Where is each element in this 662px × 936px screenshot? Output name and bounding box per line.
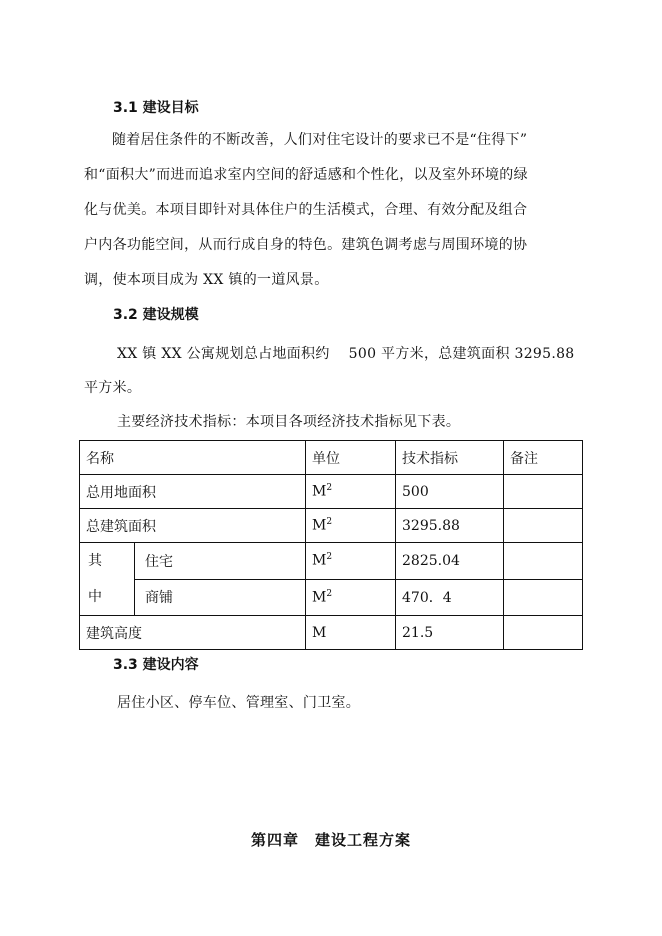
indicators-intro: 主要经济技术指标：本项目各项经济技术指标见下表。	[117, 414, 461, 430]
section-3-3-heading: 3.3 建设内容	[113, 657, 199, 673]
table-row	[80, 616, 583, 650]
cell-unit: $M^2$	[306, 579, 396, 616]
header-remark: 备注	[504, 441, 583, 475]
table-row	[80, 475, 583, 509]
cell-value: 2825.04	[396, 543, 504, 580]
table-row	[80, 543, 583, 580]
section-3-2-heading: 3.2 建设规模	[113, 307, 199, 323]
paragraph-line: 和“面积大”而进而追求室内空间的舒适感和个性化，以及室外环境的绿	[84, 167, 528, 183]
cell-unit: $M^2$	[306, 543, 396, 580]
cell-value: 21.5	[396, 616, 504, 650]
section-3-1-heading: 3.1 建设目标	[113, 100, 199, 116]
section-3-1-paragraph	[84, 128, 584, 303]
cell-unit: $M^2$	[306, 509, 396, 543]
cell-value: 500	[396, 475, 504, 509]
indicators-table	[79, 440, 583, 650]
table-row	[80, 509, 583, 543]
cell-remark	[504, 475, 583, 509]
table-header-row	[80, 441, 583, 475]
cell-unit: $M^2$	[306, 475, 396, 509]
header-unit: 单位	[306, 441, 396, 475]
cell-name: 住宅	[135, 543, 306, 580]
cell-remark	[504, 543, 583, 580]
cell-unit: M	[306, 616, 396, 650]
scale-text-line-2: 平方米。	[84, 380, 142, 396]
cell-name: 总建筑面积	[80, 509, 306, 543]
cell-value: 470．4	[396, 579, 504, 616]
group-label-2: 中	[88, 589, 102, 605]
chapter-title: 第四章 建设工程方案	[250, 831, 411, 849]
cell-name: 商铺	[135, 579, 306, 616]
cell-remark	[504, 579, 583, 616]
group-label-cell	[80, 543, 135, 616]
group-label-1: 其	[88, 553, 102, 569]
paragraph-line: 随着居住条件的不断改善，人们对住宅设计的要求已不是“住得下”	[112, 132, 528, 148]
cell-name: 建筑高度	[80, 616, 306, 650]
paragraph-line: 调，使本项目成为 XX 镇的一道风景。	[84, 272, 329, 288]
paragraph-line: 化与优美。本项目即针对具体住户的生活模式，合理、有效分配及组合	[84, 202, 528, 218]
header-name: 名称	[80, 441, 306, 475]
cell-remark	[504, 616, 583, 650]
scale-text-line-1: XX 镇 XX 公寓规划总占地面积约 500 平方米，总建筑面积 3295.88	[117, 346, 575, 362]
header-value: 技术指标	[396, 441, 504, 475]
cell-name: 总用地面积	[80, 475, 306, 509]
paragraph-line: 户内各功能空间，从而行成自身的特色。建筑色调考虑与周围环境的协	[84, 237, 528, 253]
cell-value: 3295.88	[396, 509, 504, 543]
construction-content: 居住小区、停车位、管理室、门卫室。	[117, 695, 361, 711]
table-row	[80, 579, 583, 616]
cell-remark	[504, 509, 583, 543]
